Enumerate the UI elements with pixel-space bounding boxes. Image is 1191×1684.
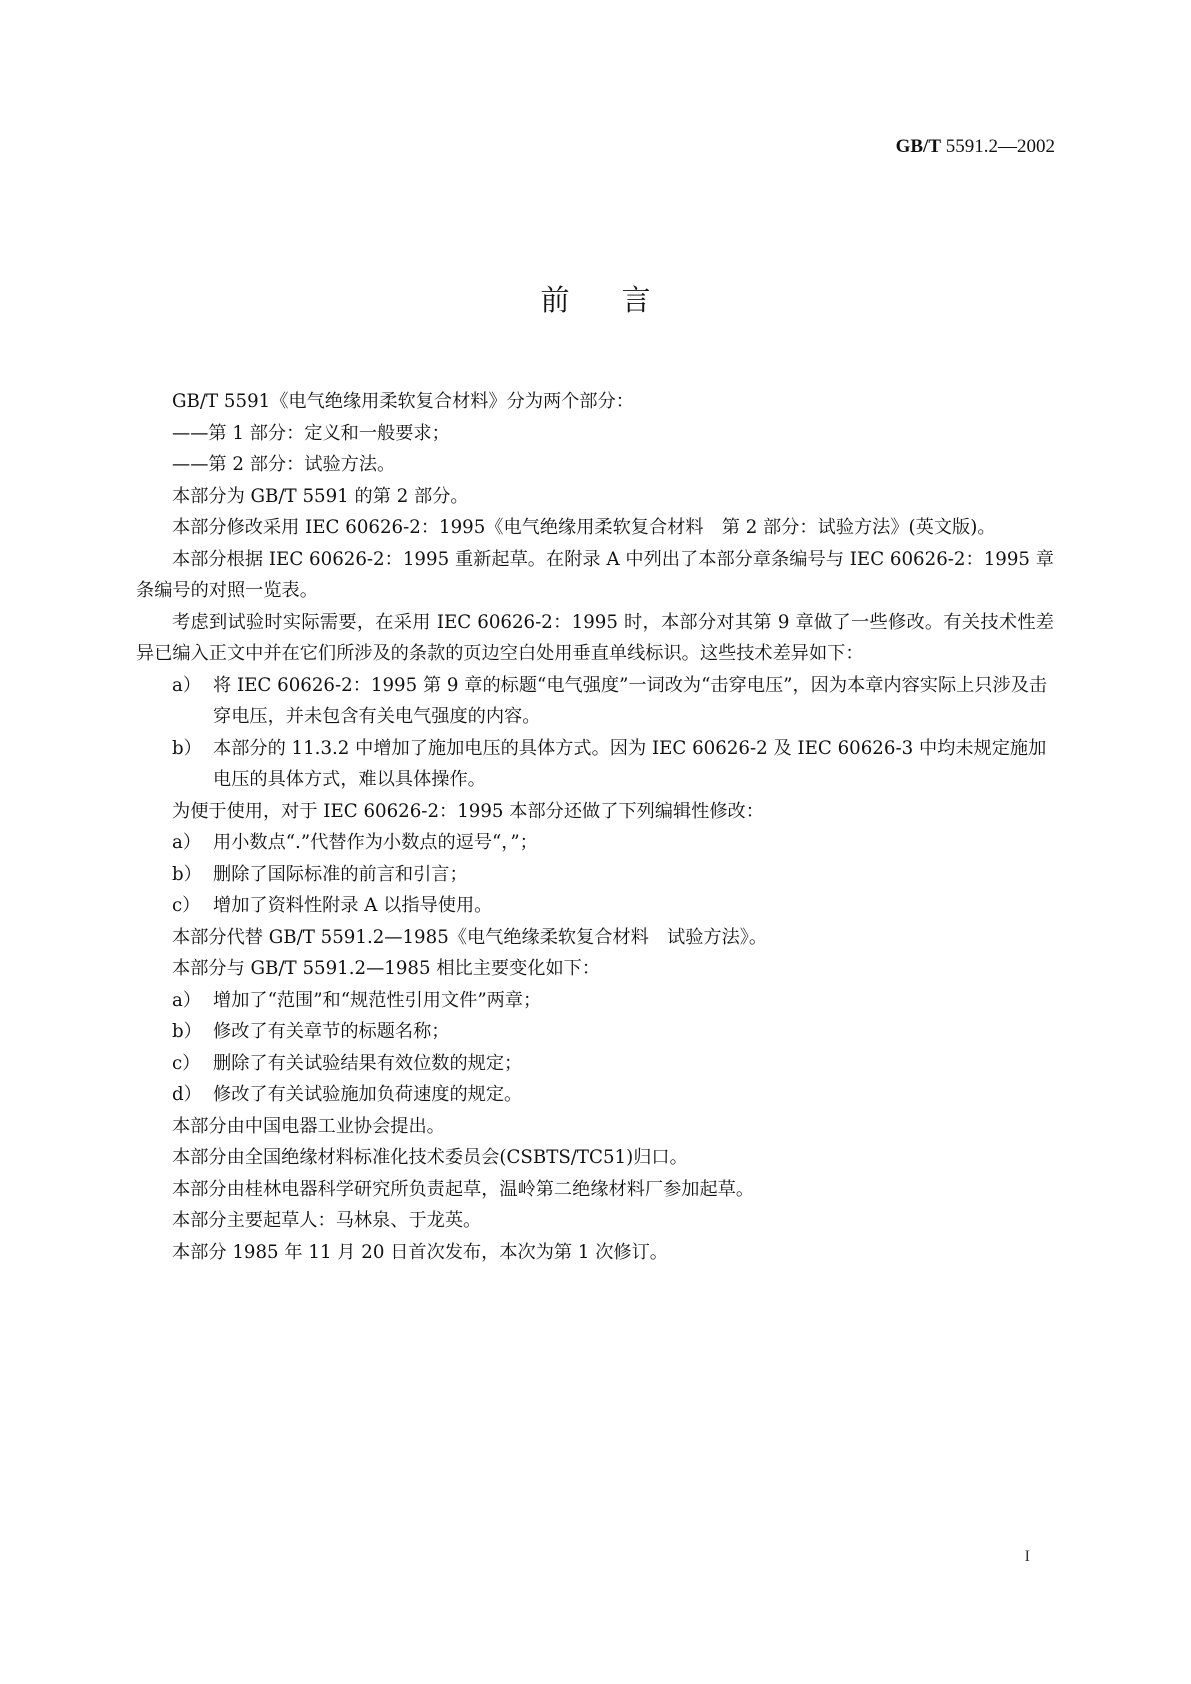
- paragraph-adoption: 本部分修改采用 IEC 60626-2：1995《电气绝缘用柔软复合材料 第 2 部分：试验方法》(英文版)。: [172, 517, 996, 538]
- list-text: 修改了有关章节的标题名称；: [213, 1021, 450, 1042]
- paragraph-redrafted: 本部分根据 IEC 60626-2：1995 重新起草。在附录 A 中列出了本部分章条编号与 IEC 60626-2：1995 章条编号的对照一览表。: [136, 548, 1054, 601]
- list-item-editorial-b: [136, 859, 1054, 891]
- paragraph-drafted-by: 本部分由桂林电器科学研究所负责起草，温岭第二绝缘材料厂参加起草。: [172, 1178, 755, 1200]
- paragraph-parts-intro: GB/T 5591《电气绝缘用柔软复合材料》分为两个部分：: [172, 391, 634, 412]
- standard-prefix: GB/T: [895, 136, 941, 157]
- paragraph-changes-intro: 本部分与 GB/T 5591.2—1985 相比主要变化如下：: [172, 958, 601, 979]
- paragraph-technical-differences: 考虑到试验时实际需要，在采用 IEC 60626-2：1995 时，本部分对其第 9 章做了一些修改。有关技术性差异已编入正文中并在它们所涉及的条款的页边空白处用垂直单线标识。这些技术差异如下：: [136, 611, 1054, 664]
- list-text: 本部分的 11.3.2 中增加了施加电压的具体方式。因为 IEC 60626-2 及 IEC 60626-3 中均未规定施加电压的具体方式，难以具体操作。: [213, 737, 1047, 790]
- standard-number: 5591.2—2002: [945, 136, 1055, 157]
- list-label: c）: [172, 1052, 201, 1074]
- list-label: c）: [172, 895, 201, 916]
- paragraph-drafters: 本部分主要起草人：马林泉、于龙英。: [172, 1210, 482, 1231]
- list-label: a）: [172, 832, 202, 853]
- paragraph-managed-by: 本部分由全国绝缘材料标准化技术委员会(CSBTS/TC51)归口。: [172, 1147, 688, 1168]
- list-text: 用小数点“.”代替作为小数点的逗号“，”；: [213, 832, 538, 853]
- list-item-change-c: [136, 1048, 1054, 1080]
- list-label: a）: [172, 989, 202, 1011]
- list-item-change-a: [136, 985, 1054, 1017]
- list-item-change-b: [136, 1016, 1054, 1048]
- paragraph-editorial-intro: 为便于使用，对于 IEC 60626-2：1995 本部分还做了下列编辑性修改：: [172, 800, 764, 822]
- list-text: 增加了“范围”和“规范性引用文件”两章；: [213, 989, 542, 1011]
- list-label: d）: [172, 1084, 202, 1105]
- list-label: b）: [172, 1021, 202, 1042]
- list-label: b）: [172, 737, 202, 759]
- title-char-2: 言: [621, 283, 651, 317]
- list-text: 增加了资料性附录 A 以指导使用。: [213, 895, 493, 916]
- list-label: b）: [172, 863, 202, 885]
- list-text: 修改了有关试验施加负荷速度的规定。: [213, 1084, 523, 1105]
- list-text: 删除了国际标准的前言和引言；: [213, 863, 468, 885]
- list-item-tech-a: [136, 670, 1054, 733]
- page-number: I: [1024, 1548, 1030, 1565]
- paragraph-proposed-by: 本部分由中国电器工业协会提出。: [172, 1115, 445, 1137]
- paragraph-this-part: 本部分为 GB/T 5591 的第 2 部分。: [172, 485, 469, 507]
- paragraph-replaces: 本部分代替 GB/T 5591.2—1985《电气绝缘柔软复合材料 试验方法》。: [172, 926, 768, 948]
- standard-code: [896, 136, 1055, 158]
- list-text: 将 IEC 60626-2：1995 第 9 章的标题“电气强度”一词改为“击穿电压”，因为本章内容实际上只涉及击穿电压，并未包含有关电气强度的内容。: [213, 674, 1048, 727]
- list-item-part-2: ——第 2 部分：试验方法。: [172, 454, 396, 475]
- list-label: a）: [172, 674, 202, 696]
- list-item-change-d: [136, 1079, 1054, 1111]
- paragraph-history: 本部分 1985 年 11 月 20 日首次发布，本次为第 1 次修订。: [172, 1241, 668, 1263]
- title-char-1: 前: [540, 283, 570, 317]
- foreword-body: [136, 386, 1054, 1268]
- list-item-editorial-a: [136, 827, 1054, 859]
- list-item-editorial-c: [136, 890, 1054, 922]
- page-title: [0, 278, 1191, 319]
- list-item-tech-b: [136, 733, 1054, 796]
- list-item-part-1: ——第 1 部分：定义和一般要求；: [172, 422, 450, 444]
- list-text: 删除了有关试验结果有效位数的规定；: [213, 1052, 523, 1074]
